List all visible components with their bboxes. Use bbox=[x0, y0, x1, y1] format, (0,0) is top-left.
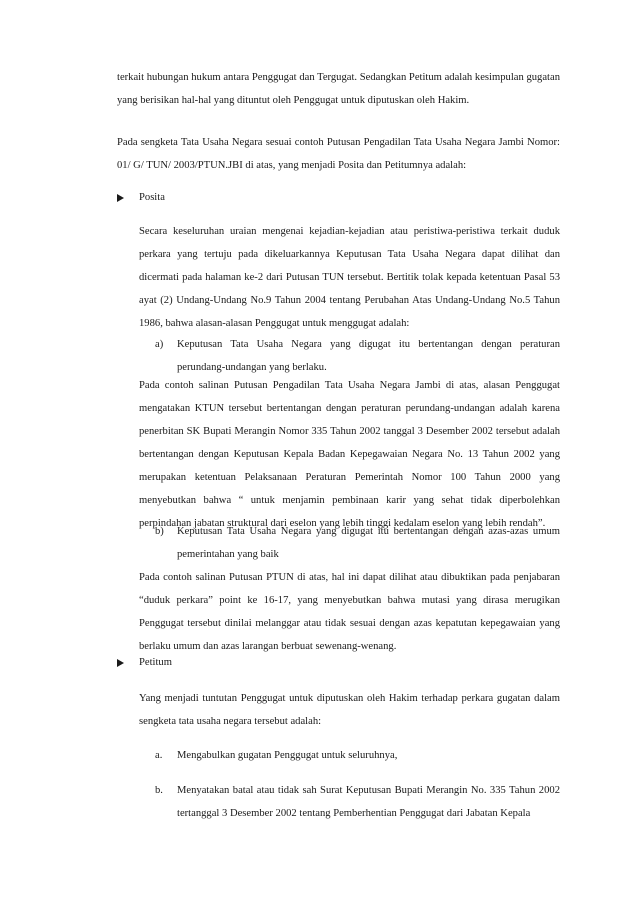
posita-b-explanation: Pada contoh salinan Putusan PTUN di atas, hal ini dapat dilihat atau dibuktikan pada penjabaran “duduk perkara” point ke 16-17, yang menyebutkan bahwa mutasi yang dirasa merugikan Penggugat tersebut dinilai melanggar atau tidak sesuai dengan azas kepatutan kepegawaian yang berlaku umum dan azas larangan berbuat sewenang-wenang. bbox=[139, 572, 560, 652]
list-item-text: Keputusan Tata Usaha Negara yang digugat itu bertentangan dengan peraturan perundang-undangan yang berlaku. bbox=[177, 339, 560, 373]
list-marker: a) bbox=[155, 339, 164, 350]
posita-a-explanation: Pada contoh salinan Putusan Pengadilan Tata Usaha Negara Jambi di atas, alasan Penggugat mengatakan KTUN tersebut bertentangan dengan peraturan perundang-undangan adalah karena penerbitan SK Bupati Merangin Nomor 335 Tahun 2002 tanggal 3 Desember 2002 tersebut adalah bertentangan dengan Keputusan Kepala Badan Kepegawaian Negara No. 13 Tahun 2002 yang merupakan ketentuan Pelaksanaan Peraturan Pemerintah Nomor 100 Tahun 2000 yang menyebutkan bahwa “ untuk menjamin pembinaan karir yang sehat tidak diperbolehkan perpindahan jabatan struktural dari eselon yang lebih tinggi kedalam eselon yang lebih rendah”. bbox=[139, 380, 560, 529]
petitum-item-b bbox=[155, 779, 560, 825]
list-item-text: Menyatakan batal atau tidak sah Surat Keputusan Bupati Merangin No. 335 Tahun 2002 tertanggal 3 Desember 2002 tentang Pemberhentian Penggugat dari Jabatan Kepala bbox=[177, 785, 560, 819]
list-marker: b. bbox=[155, 785, 163, 796]
petitum-item-a bbox=[155, 744, 560, 767]
list-marker: b) bbox=[155, 526, 164, 537]
arrowhead-bullet-icon bbox=[117, 194, 124, 202]
list-item-text: Keputusan Tata Usaha Negara yang digugat itu bertentangan dengan azas-azas umum pemerintahan yang baik bbox=[177, 526, 560, 560]
posita-label: Posita bbox=[139, 192, 165, 203]
petitum-body-paragraph: Yang menjadi tuntutan Penggugat untuk diputuskan oleh Hakim terhadap perkara gugatan dalam sengketa tata usaha negara tersebut adalah: bbox=[139, 693, 560, 727]
posita-item-b bbox=[155, 520, 560, 566]
list-item-text: Mengabulkan gugatan Penggugat untuk seluruhnya, bbox=[177, 750, 398, 761]
list-marker: a. bbox=[155, 750, 163, 761]
intro-paragraph: terkait hubungan hukum antara Penggugat dan Tergugat. Sedangkan Petitum adalah kesimpulan gugatan yang berisikan hal-hal yang dituntut oleh Penggugat untuk diputuskan oleh Hakim. bbox=[117, 72, 560, 106]
posita-body-paragraph: Secara keseluruhan uraian mengenai kejadian-kejadian atau peristiwa-peristiwa terkait duduk perkara yang tertuju pada dikeluarkannya Keputusan Tata Usaha Negara dapat dilihat dan dicermati pada halaman ke-2 dari Putusan TUN tersebut. Bertitik tolak kepada ketentuan Pasal 53 ayat (2) Undang-Undang No.9 Tahun 2004 tentang Perubahan Atas Undang-Undang No.5 Tahun 1986, bahwa alasan-alasan Penggugat untuk menggugat adalah: bbox=[139, 226, 560, 329]
arrowhead-bullet-icon bbox=[117, 659, 124, 667]
petitum-label: Petitum bbox=[139, 657, 172, 668]
petitum-heading bbox=[117, 651, 172, 674]
posita-heading bbox=[117, 186, 165, 209]
context-paragraph: Pada sengketa Tata Usaha Negara sesuai contoh Putusan Pengadilan Tata Usaha Negara Jambi Nomor: 01/ G/ TUN/ 2003/PTUN.JBI di atas, yang menjadi Posita dan Petitumnya adalah: bbox=[117, 137, 560, 171]
posita-item-a bbox=[155, 333, 560, 379]
